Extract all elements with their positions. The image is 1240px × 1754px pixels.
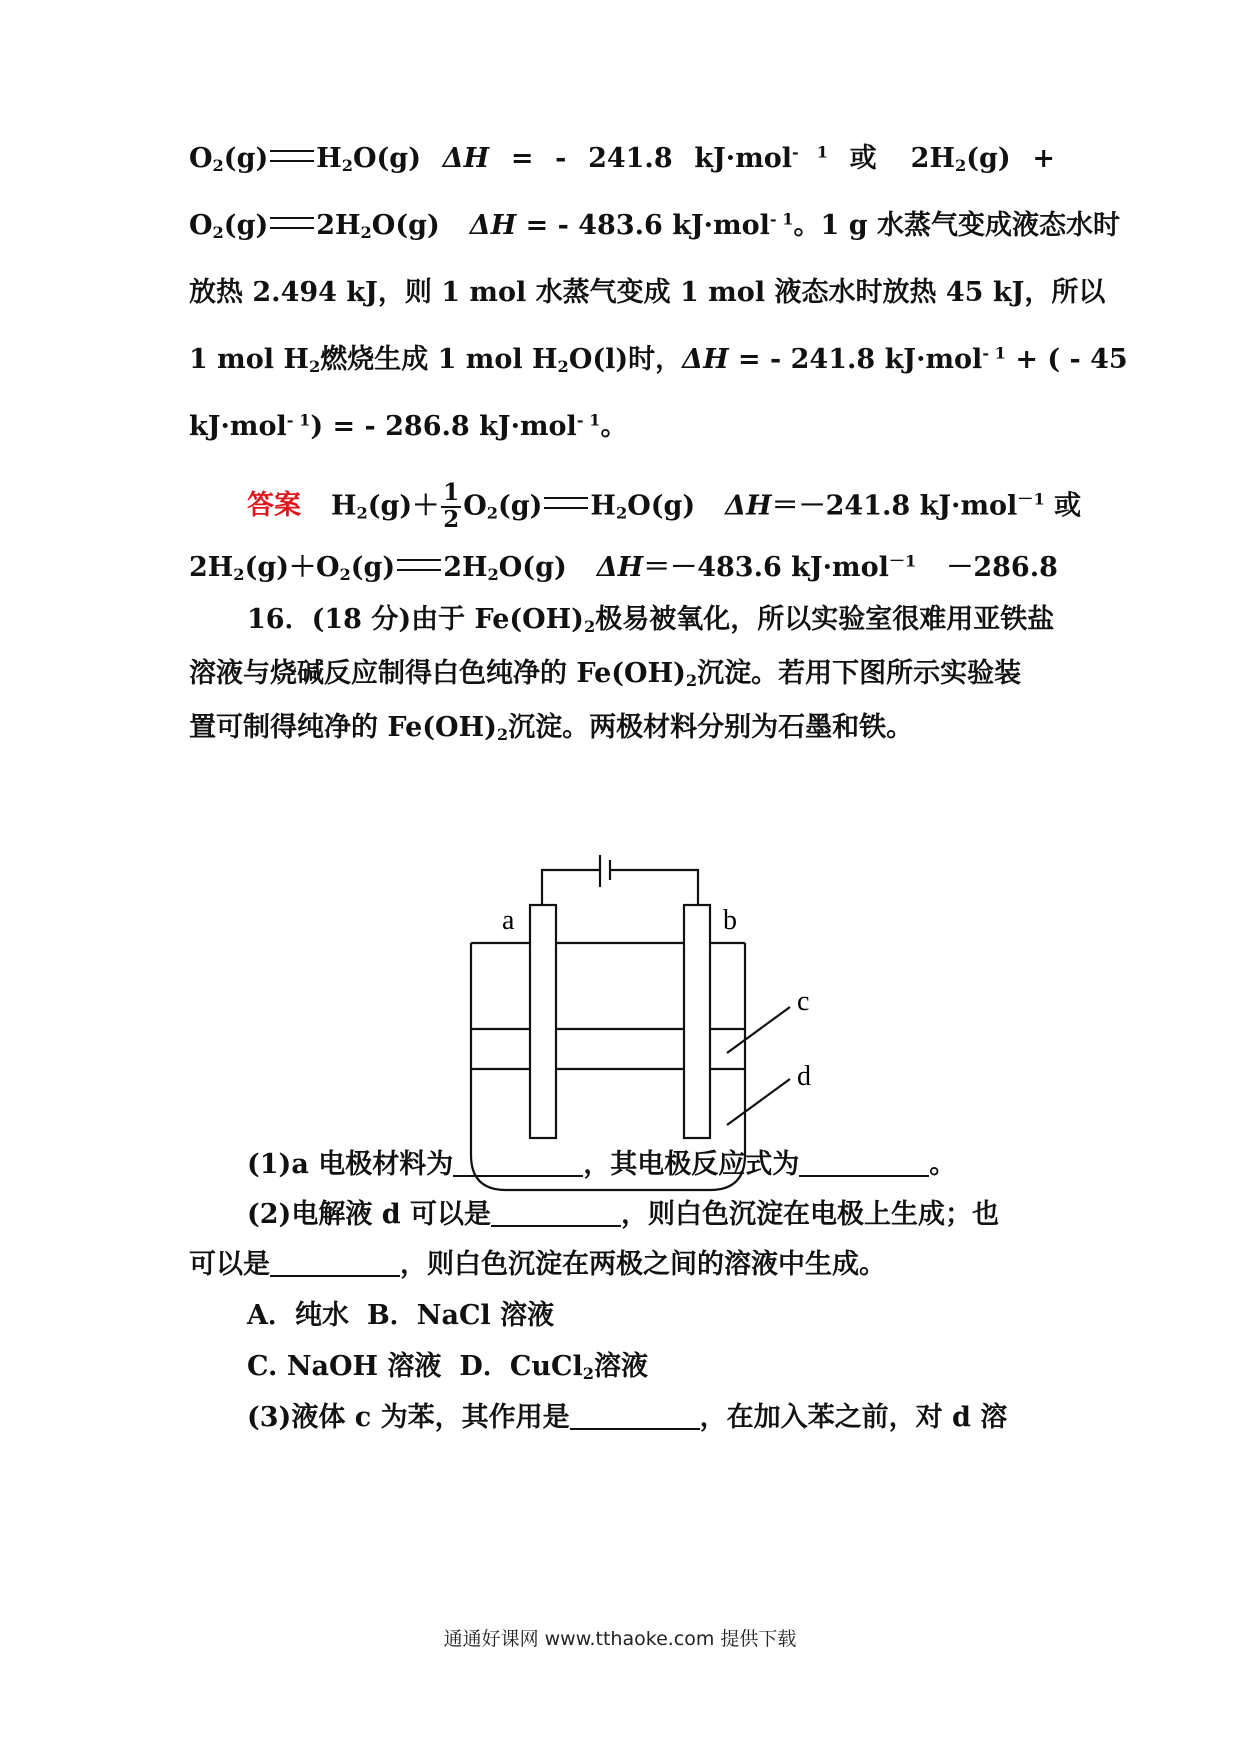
subquestion-3	[247, 1398, 1055, 1438]
subscript: 2	[496, 725, 509, 745]
subscript: 2	[212, 223, 224, 243]
unit: kJ·mol	[189, 411, 287, 442]
question-16-line-1	[247, 600, 1055, 640]
exponent: －1	[1017, 489, 1045, 509]
text: 2H	[189, 552, 234, 583]
text: 可以是	[189, 1249, 270, 1280]
label-a: a	[502, 905, 515, 936]
text: =	[510, 143, 534, 174]
subscript: 2	[583, 617, 596, 637]
text: O	[463, 490, 487, 522]
text: (g)	[497, 490, 543, 522]
subscript: 2	[487, 565, 499, 585]
text: 1 mol H	[189, 344, 309, 375]
fraction	[441, 479, 461, 533]
subscript: 2	[486, 503, 498, 523]
exponent: - 1	[286, 410, 311, 430]
value: = - 483.6 kJ·mol	[516, 210, 770, 241]
text: ，其电极反应式为	[583, 1149, 800, 1180]
subscript: 2	[685, 671, 698, 691]
text: ，则白色沉淀在两极之间的溶液中生成。	[400, 1249, 886, 1280]
text: 极易被氧化，所以实验室很难用亚铁盐	[595, 604, 1055, 635]
solution-line-2	[189, 206, 1121, 246]
options-a-b	[247, 1296, 1055, 1336]
text: O(g)	[371, 210, 440, 241]
subscript: 2	[339, 565, 351, 585]
leader-line-d	[727, 1079, 790, 1125]
subscript: 2	[308, 357, 321, 377]
solution-line-1	[189, 139, 1055, 179]
double-equals	[544, 497, 588, 509]
delta-h: ΔH	[725, 490, 772, 522]
text: 沉淀。两极材料分别为石墨和铁。	[508, 712, 914, 743]
text: 溶液	[593, 1351, 648, 1382]
answer-blank[interactable]	[491, 1199, 621, 1227]
unit: kJ·mol	[694, 143, 793, 174]
text: 燃烧生成 1 mol H	[320, 344, 558, 375]
answer-label: 答案	[247, 490, 301, 522]
text: 16．(18 分)由于 Fe(OH)	[247, 604, 584, 635]
value: = - 241.8 kJ·mol	[728, 344, 983, 375]
text: 2H	[443, 552, 488, 583]
text: + ( - 45	[1005, 344, 1128, 375]
text: 。1 g 水蒸气变成液态水时	[793, 210, 1121, 241]
option-c: C. NaOH 溶液	[247, 1351, 442, 1382]
delta-h: ΔH	[442, 143, 490, 174]
solution-line-4	[189, 340, 1128, 380]
text: O(l)时，	[568, 344, 683, 375]
value: ＝－241.8 kJ·mol	[771, 490, 1018, 522]
solution-line-3: 放热 2.494 kJ，则 1 mol 水蒸气变成 1 mol 液态水时放热 45 kJ，所以	[189, 277, 1106, 308]
text: (g)	[966, 143, 1011, 174]
label-c: c	[797, 986, 810, 1017]
subscript: 2	[360, 223, 372, 243]
value: ＝－483.6 kJ·mol	[643, 552, 889, 583]
delta-h: ΔH	[682, 344, 729, 375]
subquestion-2	[247, 1195, 1055, 1235]
subscript: 2	[356, 503, 368, 523]
text: ，在加入苯之前，对 d 溶	[699, 1402, 1008, 1433]
text: 2H	[910, 143, 955, 174]
text: (3)液体 c 为苯，其作用是	[247, 1402, 570, 1433]
exponent: - 1	[769, 209, 794, 229]
text: 置可制得纯净的 Fe(OH)	[189, 712, 497, 743]
text: 沉淀。若用下图所示实验装	[697, 658, 1022, 689]
subscript: 2	[557, 357, 569, 377]
question-16-line-2	[189, 654, 1055, 694]
subscript: 2	[582, 1364, 594, 1384]
subscript: 2	[341, 156, 354, 176]
electrode-b	[684, 905, 710, 1138]
exponent: - 1	[982, 343, 1006, 363]
text: ) = - 286.8 kJ·mol	[310, 411, 577, 442]
answer-blank[interactable]	[570, 1402, 700, 1430]
text: H	[590, 490, 616, 522]
question-16-line-3	[189, 708, 1055, 748]
label-b: b	[723, 905, 737, 936]
value: - 241.8	[555, 143, 673, 174]
option-d: D．CuCl	[459, 1351, 583, 1382]
delta-h: ΔH	[596, 552, 644, 583]
answer-blank[interactable]	[270, 1249, 400, 1277]
subscript: 2	[615, 503, 628, 523]
delta-h: ΔH	[469, 210, 517, 241]
text: (g)	[350, 552, 396, 583]
exponent: －1	[888, 551, 917, 571]
text: (g)	[223, 210, 269, 241]
double-equals	[397, 559, 441, 571]
wire-right	[610, 870, 698, 905]
option-a: A．纯水	[247, 1300, 349, 1331]
answer-value: －286.8	[946, 552, 1058, 583]
subscript: 2	[954, 156, 967, 176]
wire-left	[542, 870, 600, 905]
answer-line-2	[189, 548, 1058, 588]
electrode-a	[530, 905, 556, 1138]
subquestion-2-continued	[189, 1245, 1055, 1285]
text: 溶液与烧碱反应制得白色纯净的 Fe(OH)	[189, 658, 686, 689]
exponent: - 1	[576, 410, 601, 430]
double-equals	[270, 217, 314, 229]
subscript: 2	[233, 565, 245, 585]
options-c-d	[247, 1347, 1055, 1387]
subscript: 2	[212, 156, 224, 176]
answer-blank[interactable]	[799, 1149, 929, 1177]
text: O	[189, 143, 213, 174]
option-b: B．NaCl 溶液	[366, 1300, 555, 1331]
subquestion-1	[247, 1145, 1055, 1185]
text: 或	[1044, 490, 1082, 522]
text: (g)＋	[367, 490, 440, 522]
text: (g)	[223, 143, 269, 174]
text: ，则白色沉淀在电极上生成；也	[621, 1199, 1000, 1230]
text: 或	[849, 143, 889, 174]
text: O(g)	[627, 490, 696, 522]
text: 。	[929, 1149, 957, 1180]
answer-line-1	[247, 479, 1082, 533]
fraction-numerator: 1	[443, 479, 460, 506]
text: H	[331, 490, 357, 522]
text: O	[189, 210, 213, 241]
text: (2)电解液 d 可以是	[247, 1199, 492, 1230]
text: 。	[600, 411, 628, 442]
text: (g)＋O	[244, 552, 340, 583]
text: (1)a 电极材料为	[247, 1149, 454, 1180]
text: O(g)	[498, 552, 567, 583]
text: H	[316, 143, 342, 174]
label-d: d	[797, 1061, 811, 1092]
solution-line-5	[189, 407, 1055, 447]
exponent: - 1	[792, 142, 828, 162]
text: +	[1032, 143, 1055, 174]
fraction-denominator: 2	[443, 505, 460, 533]
answer-blank[interactable]	[453, 1149, 583, 1177]
double-equals	[270, 150, 314, 162]
page-footer: 通通好课网 www.tthaoke.com 提供下载	[443, 1628, 797, 1650]
text: O(g)	[353, 143, 421, 174]
text: 2H	[316, 210, 361, 241]
